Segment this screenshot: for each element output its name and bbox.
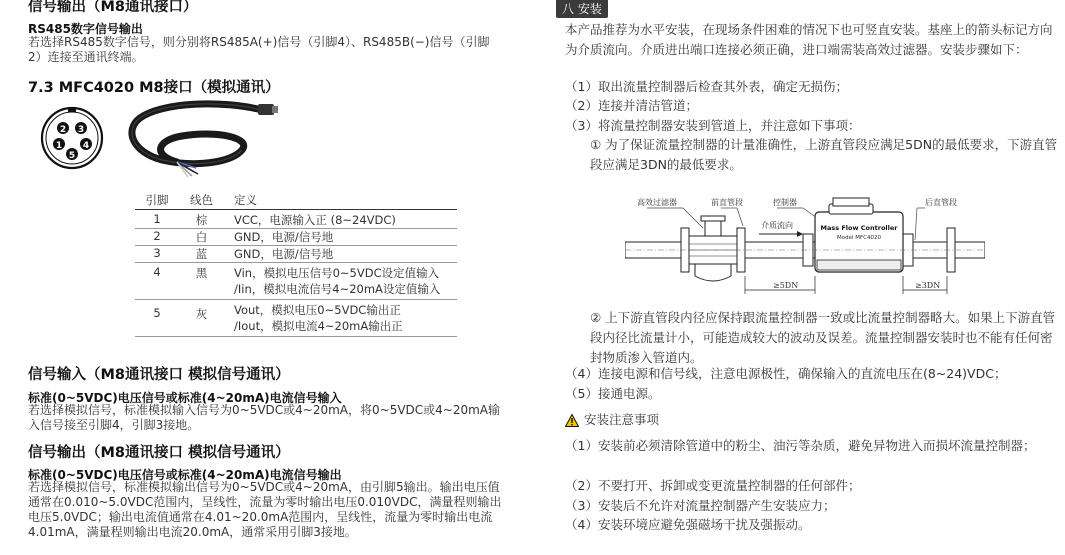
definition-cell (224, 263, 457, 300)
label-3dn: ≥3DN (915, 281, 941, 290)
analog-output-paragraph: 若选择模拟信号，标准模拟输出信号为0~5VDC或4~20mA，由引脚5输出。输出电压值通常在0.010~5.0VDC范围内，呈线性，流量为零时输出电压0.010VDC，满量程则输出电压5.0VDC；输出电流值通常在4.01~20.0mA范围内，呈线性，流量为零时输出电流4.01mA，满量程则输出电流20.0mA，通常采用引脚3接地。 (28, 480, 502, 539)
install-step-5: （5）接通电源。 (565, 386, 661, 401)
pin-label: 4 (82, 141, 90, 151)
device-model: Model MFC4020 (836, 235, 882, 241)
table-row (135, 246, 457, 263)
caution-item-3: （3）安装后不允许对流量控制器产生安装应力； (565, 498, 836, 513)
pin-cell: 5 (135, 300, 179, 337)
section-7-3-heading: 7.3 MFC4020 M8接口（模拟通讯） (28, 80, 280, 96)
definition-line: /Iout，模拟电流4~20mA输出正 (234, 319, 403, 333)
analog-output-subheading: 标准(0~5VDC)电压信号或标准(4~20mA)电流信号输出 (28, 468, 342, 482)
pin-cell: 2 (135, 229, 179, 246)
pin-label: 2 (59, 125, 67, 135)
m8-cable-illustration (122, 100, 280, 180)
rs485-paragraph: 若选择RS485数字信号，则分别将RS485A(+)信号（引脚4）、RS485B(−)信号（引脚2）连接至通讯终端。 (28, 35, 490, 64)
pin-definition-table (135, 192, 457, 338)
install-step-4: （4）连接电源和信号线，注意电源极性，确保输入的直流电压在(8~24)VDC； (565, 366, 1007, 381)
definition-line: Vout，模拟电压0~5VDC输出正 (234, 303, 401, 317)
analog-input-subheading: 标准(0~5VDC)电压信号或标准(4~20mA)电流信号输入 (28, 391, 342, 405)
pin-cell: 1 (153, 212, 161, 226)
col-header-pin: 引脚 (135, 192, 179, 210)
col-header-definition: 定义 (224, 192, 457, 210)
installation-diagram (625, 176, 985, 298)
table-row (135, 300, 457, 337)
pin-cell: 4 (135, 263, 179, 300)
pin-cell: 3 (135, 246, 179, 263)
install-step-3: （3）将流量控制器安装到管道上，并注意如下事项： (565, 118, 861, 133)
table-row (135, 210, 457, 229)
install-step-2: （2）连接并清洁管道； (565, 98, 698, 113)
color-cell: 灰 (179, 300, 224, 337)
pin-label: 5 (68, 151, 76, 161)
analog-input-heading: 信号输入（M8通讯接口 模拟信号通讯） (28, 367, 290, 383)
install-intro: 本产品推荐为水平安装，在现场条件困难的情况下也可竖直安装。基座上的箭头标记方向为介质流向。介质进出端口连接必须正确，进口端需装高效过滤器。安装步骤如下： (565, 22, 1053, 57)
analog-output-heading: 信号输出（M8通讯接口 模拟信号通讯） (28, 445, 290, 461)
install-note-1: ① 为了保证流量控制器的计量准确性，上游直管段应满足5DN的最低要求，下游直管段应满足3DN的最低要求。 (590, 137, 1058, 172)
label-rear-pipe: 后直管段 (925, 198, 957, 207)
color-cell: 黑 (179, 263, 224, 300)
device-brand: Mass Flow Controller (820, 224, 898, 232)
definition-cell: VCC，电源输入正 (8~24VDC) (234, 213, 396, 227)
caution-item-1: （1）安装前必须清除管道中的粉尘、油污等杂质，避免异物进入而损坏流量控制器； (565, 438, 1036, 453)
install-caution-heading (565, 412, 659, 428)
install-note-2: ② 上下游直管段内径应保持跟流量控制器一致或比流量控制器略大。如果上下游直管段内径比流量计小，可能造成较大的波动及误差。流量控制器安装时也不能有任何密封物质渗入管道内。 (590, 310, 1056, 365)
definition-cell: GND，电源/信号地 (224, 229, 457, 246)
color-cell: 棕 (195, 213, 208, 227)
install-tab-label: 八 安装 (556, 0, 608, 18)
warning-icon (565, 414, 579, 427)
rs485-subheading: RS485数字信号输出 (28, 22, 143, 36)
color-cell: 蓝 (179, 246, 224, 263)
table-row (135, 263, 457, 300)
label-controller: 控制器 (773, 198, 797, 207)
label-flow-direction: 介质流向 (761, 221, 793, 230)
definition-cell (224, 300, 457, 337)
label-filter: 高效过滤器 (637, 198, 677, 207)
table-row (135, 229, 457, 246)
label-front-pipe: 前直管段 (711, 198, 743, 207)
pin-label: 3 (77, 125, 85, 135)
label-5dn: ≥5DN (773, 281, 799, 290)
definition-line: /Iin，模拟电流信号4~20mA设定值输入 (234, 282, 441, 296)
m8-pin-diagram (40, 106, 104, 170)
caution-item-4: （4）安装环境应避免强磁场干扰及强振动。 (565, 517, 811, 532)
definition-cell: GND，电源/信号地 (224, 246, 457, 263)
caution-item-2: （2）不要打开、拆卸或变更流量控制器的任何部件； (565, 478, 861, 493)
table-header-row (135, 192, 457, 210)
rs485-output-heading: 信号输出（M8通讯接口） (28, 0, 198, 15)
caution-title: 安装注意事项 (584, 412, 660, 427)
install-section-tab (556, 0, 608, 18)
pin-label: 1 (55, 141, 63, 151)
definition-line: Vin，模拟电压信号0~5VDC设定值输入 (234, 266, 440, 280)
install-step-1: （1）取出流量控制器后检查其外表，确定无损伤； (565, 79, 848, 94)
color-cell: 白 (179, 229, 224, 246)
col-header-color: 线色 (179, 192, 224, 210)
analog-input-paragraph: 若选择模拟信号，标准模拟输入信号为0~5VDC或4~20mA，将0~5VDC或4~20mA输入信号接至引脚4，引脚3接地。 (28, 403, 501, 432)
